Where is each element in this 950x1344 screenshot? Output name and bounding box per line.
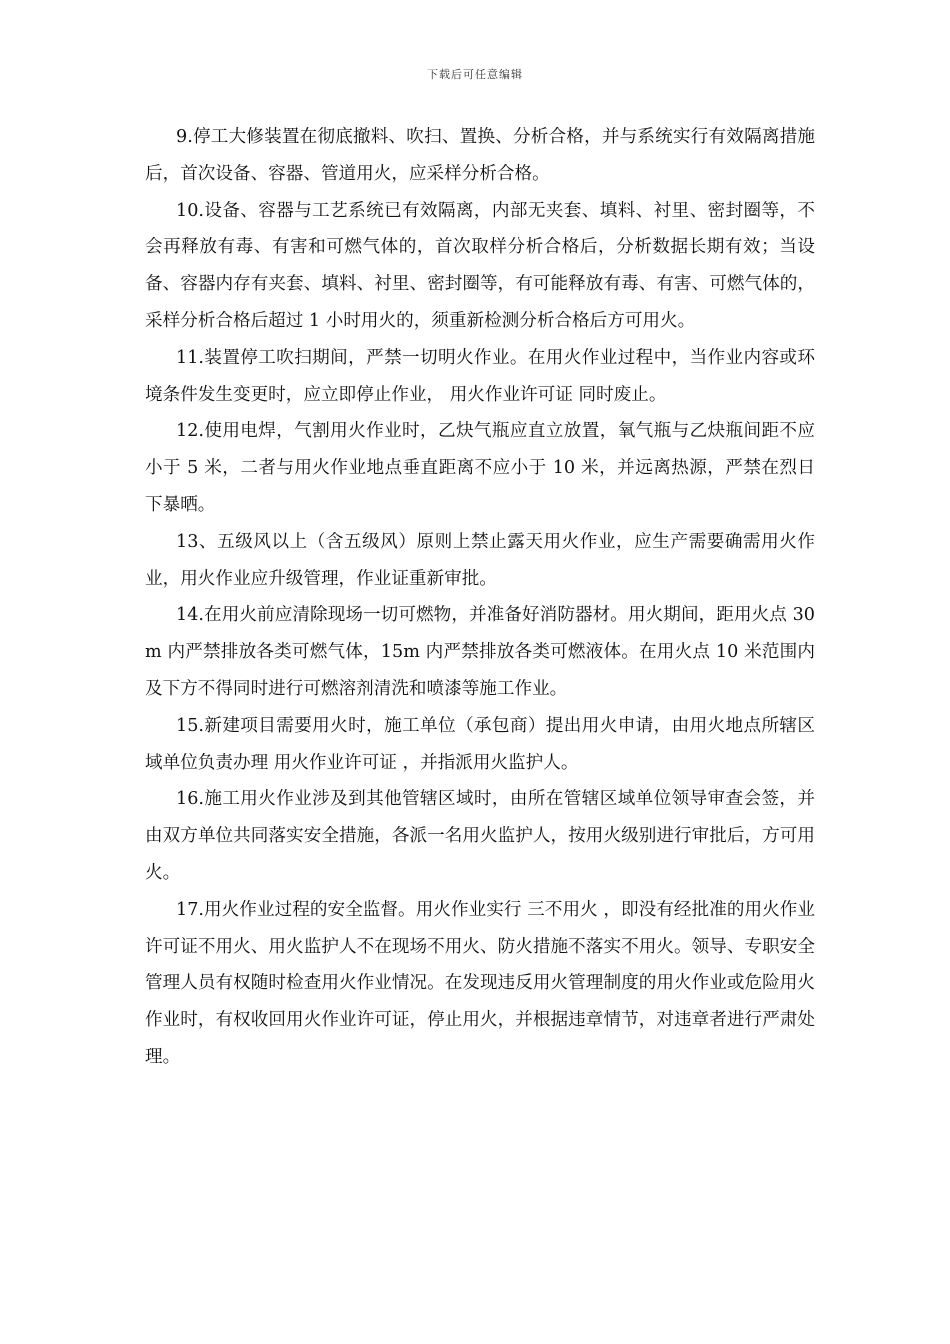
paragraph-14: 14.在用火前应清除现场一切可燃物，并准备好消防器材。用火期间，距用火点 30m 内严禁排放各类可燃气体，15m 内严禁排放各类可燃液体。在用火点 10 米范围内及下方不得同时进行可燃溶剂清洗和喷漆等施工作业。 [145, 605, 815, 699]
paragraph-17: 17.用火作业过程的安全监督。用火作业实行 三不用火 ，即没有经批准的用火作业许可证不用火、用火监护人不在现场不用火、防火措施不落实不用火。领导、专职安全管理人员有权随时检查用火作业情况。在发现违反用火管理制度的用火作业或危险用火作业时，有权收回用火作业许可证，停止用火，并根据违章情节，对违章者进行严肃处理。 [145, 899, 815, 1067]
paragraph-12: 12.使用电焊，气割用火作业时，乙炔气瓶应直立放置，氧气瓶与乙炔瓶间距不应小于 5 米，二者与用火作业地点垂直距离不应小于 10 米，并远离热源，严禁在烈日下暴晒。 [145, 421, 815, 515]
paragraph-15: 15.新建项目需要用火时，施工单位（承包商）提出用火申请，由用火地点所辖区域单位负责办理 用火作业许可证 ，并指派用火监护人。 [145, 715, 815, 773]
paragraph-11: 11.装置停工吹扫期间，严禁一切明火作业。在用火作业过程中，当作业内容或环境条件发生变更时，应立即停止作业， 用火作业许可证 同时废止。 [145, 347, 815, 405]
paragraph-10: 10.设备、容器与工艺系统已有效隔离，内部无夹套、填料、衬里、密封圈等，不会再释放有毒、有害和可燃气体的，首次取样分析合格后，分析数据长期有效；当设备、容器内存有夹套、填料、衬里、密封圈等，有可能释放有毒、有害、可燃气体的，采样分析合格后超过 1 小时用火的，须重新检测分析合格后方可用火。 [145, 200, 815, 331]
paragraph-13: 13、五级风以上（含五级风）原则上禁止露天用火作业，应生产需要确需用火作业，用火作业应升级管理，作业证重新审批。 [145, 531, 815, 589]
page-header: 下载后可任意编辑 [427, 68, 523, 81]
paragraph-9: 9.停工大修装置在彻底撤料、吹扫、置换、分析合格，并与系统实行有效隔离措施后，首次设备、容器、管道用火，应采样分析合格。 [145, 127, 815, 184]
document-body [145, 119, 815, 1076]
paragraph-16: 16.施工用火作业涉及到其他管辖区域时，由所在管辖区域单位领导审查会签，并由双方单位共同落实安全措施，各派一名用火监护人，按用火级别进行审批后，方可用火。 [145, 789, 815, 883]
